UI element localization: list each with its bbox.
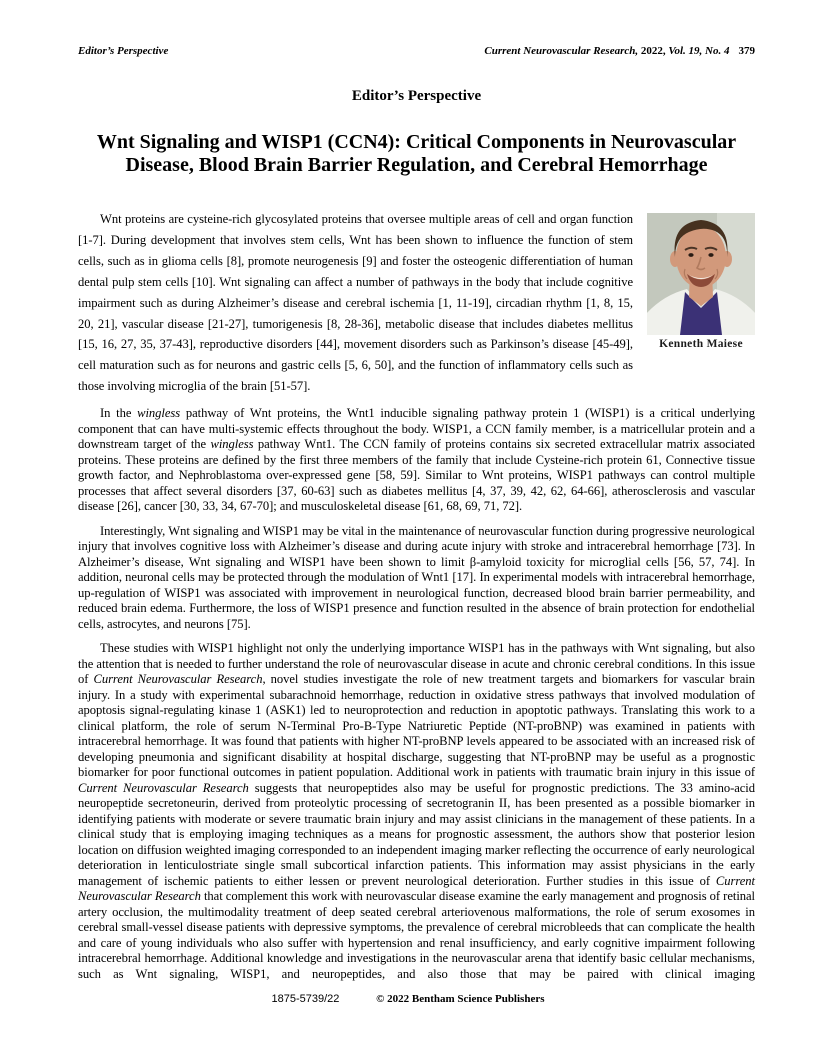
page-number: 379 bbox=[738, 45, 755, 57]
copyright-notice: © 2022 Bentham Science Publishers bbox=[376, 993, 545, 1005]
paragraph-4: These studies with WISP1 highlight not only the underlying importance WISP1 has in the pathways with Wnt signaling, but also the attention that is needed to further understand the role of neurovascular disease in acute and chronic cerebral conditions. In this issue of Current Neurovascular Research, novel studies investigate the role of new treatment targets and biomarkers for vascular brain injury. In a study with experimental subarachnoid hemorrhage, reduction in oxidative stress pathways that involved modulation of apoptosis signal-regulating kinase 1 (ASK1) led to neuroprotection and reduction in apoptotic pathways. Translating this work to a clinical platform, the role of serum N-Terminal Pro-B-Type Natriuretic Peptide (NT-proBNP) was examined in patients with intracerebral hemorrhage. It was found that patients with higher NT-proBNP levels appeared to be associated with an increased risk of developing pneumonia and significant disability at hospital discharge, suggesting that NT-proBNP may be useful as a prognostic biomarker for poor functional outcomes in patient population. Additional work in patients with traumatic brain injury in this issue of Current Neurovascular Research suggests that neuropeptides also may be useful for prognostic predictions. The 33 amino-acid neuropeptide secretoneurin, derived from proteolytic processing of secretogranin II, has been presented as a possible biomarker in identifying patients with moderate or severe traumatic brain injury and may assist clinicians in the management of these patients. In a clinical study that is employing imaging techniques as a means for prognostic assessment, the authors show that posterior lesion location on diffusion weighted imaging corresponded to an independent imaging marker reflecting the occurrence of early neurological deterioration in lenticulostriate single small subcortical infarction patients. This information may assist physicians in the early management of ischemic patients to either lessen or prevent neurological deterioration. Further studies in this issue of Current Neurovascular Research that complement this work with neurovascular disease examine the early management and prognosis of retinal artery occlusion, the multimodality treatment of deep seated cerebral arteriovenous malformations, the role of serum exosomes in cerebral small-vessel disease patients with depressive symptoms, the prevalence of cerebral microbleeds that can complicate the health and care of young individuals who also suffer with hypertension and renal insufficiency, and early cognitive impairment following intracerebral hemorrhage. Additional knowledge and investigations in the neurovascular arena that identify basic cellular mechanisms, such as Wnt signaling, WISP1, and neuropeptides, and also those that may be paired with clinical imaging bbox=[78, 641, 756, 981]
journal-citation-text: Current Neurovascular Research, 2022, Vol. 19, No. 4 bbox=[484, 45, 730, 57]
author-photo-caption: Kenneth Maiese bbox=[659, 338, 743, 350]
footer bbox=[0, 993, 816, 1005]
eye-right bbox=[708, 253, 713, 257]
journal-citation bbox=[484, 45, 755, 58]
issn-code: 1875-5739/22 bbox=[271, 993, 340, 1005]
article-body bbox=[78, 209, 755, 982]
running-head-section: Editor’s Perspective bbox=[78, 45, 169, 57]
running-head bbox=[78, 45, 755, 58]
section-heading: Editor’s Perspective bbox=[351, 88, 482, 104]
paragraph-1: Wnt proteins are cysteine-rich glycosylated proteins that oversee multiple areas of cell and organ function [1-7]. During development that involves stem cells, Wnt has been shown to influence the function of stem cells, such as in glioma cells [8], promote neurogenesis [9] and foster the osteogenic differentiation of human dental pulp stem cells [10]. Wnt signaling can affect a number of pathways in the body that include cognitive impairment such as during Alzheimer’s disease and cerebral ischemia [1, 11-19], circadian rhythm [1, 8, 15, 20, 21], vascular disease [21-27], tumorigenesis [8, 28-36], metabolic disease that includes diabetes mellitus [15, 16, 27, 35, 37-43], reproductive disorders [44], movement disorders such as Parkinson’s disease [45-49], cell maturation such as for neurons and gastric cells [5, 6, 50], and the function of inflammatory cells such as those involving microglia of the brain [51-57]. bbox=[78, 212, 633, 394]
paragraph-3: Interestingly, Wnt signaling and WISP1 may be vital in the maintenance of neurovascular function during progressive neurological injury that involves cognitive loss with Alzheimer’s disease and during acute injury with stroke and intracerebral hemorrhage [73]. In Alzheimer’s disease, Wnt signaling and WISP1 have been shown to limit β-amyloid toxicity for microglial cells [56, 57, 74]. In addition, neuronal cells may be protected through the modulation of Wnt1 [17]. In experimental models with intracerebral hemorrhage, up-regulation of WISP1 was associated with improvement in neurological function, decreased blood brain barrier permeability, and reduced brain edema. Furthermore, the loss of WISP1 presence and function resulted in the absence of brain protection for endothelial cells, astrocytes, and neurons [75]. bbox=[78, 523, 755, 631]
author-photo bbox=[647, 213, 755, 351]
eye-left bbox=[688, 253, 693, 257]
article-title: Wnt Signaling and WISP1 (CCN4): Critical Components in Neurovascular Disease, Blood Brain Barrier Regulation, and Cerebral Hemorrhage bbox=[96, 131, 737, 176]
paragraph-2: In the wingless pathway of Wnt proteins, the Wnt1 inducible signaling pathway protein 1 (WISP1) is a critical underlying component that can have multi-systemic effects throughout the body. WISP1, a CCN family member, is a matricellular protein and a downstream target of the wingless pathway Wnt1. The CCN family of proteins contains six secreted extracellular matrix associated proteins. These proteins are defined by the first three members of the family that include Cysteine-rich protein 61, Connective tissue growth factor, and Nephroblastoma over-expressed gene [58, 59]. Similar to Wnt proteins, WISP1 pathways can control multiple processes that affect several disorders [37, 60-63] such as diabetes mellitus [4, 37, 39, 42, 62, 64-66], atherosclerosis and vascular disease [26], cancer [30, 33, 34, 67-70]; and musculoskeletal disease [61, 68, 69, 71, 72]. bbox=[78, 406, 755, 514]
author-portrait-image bbox=[647, 213, 755, 335]
